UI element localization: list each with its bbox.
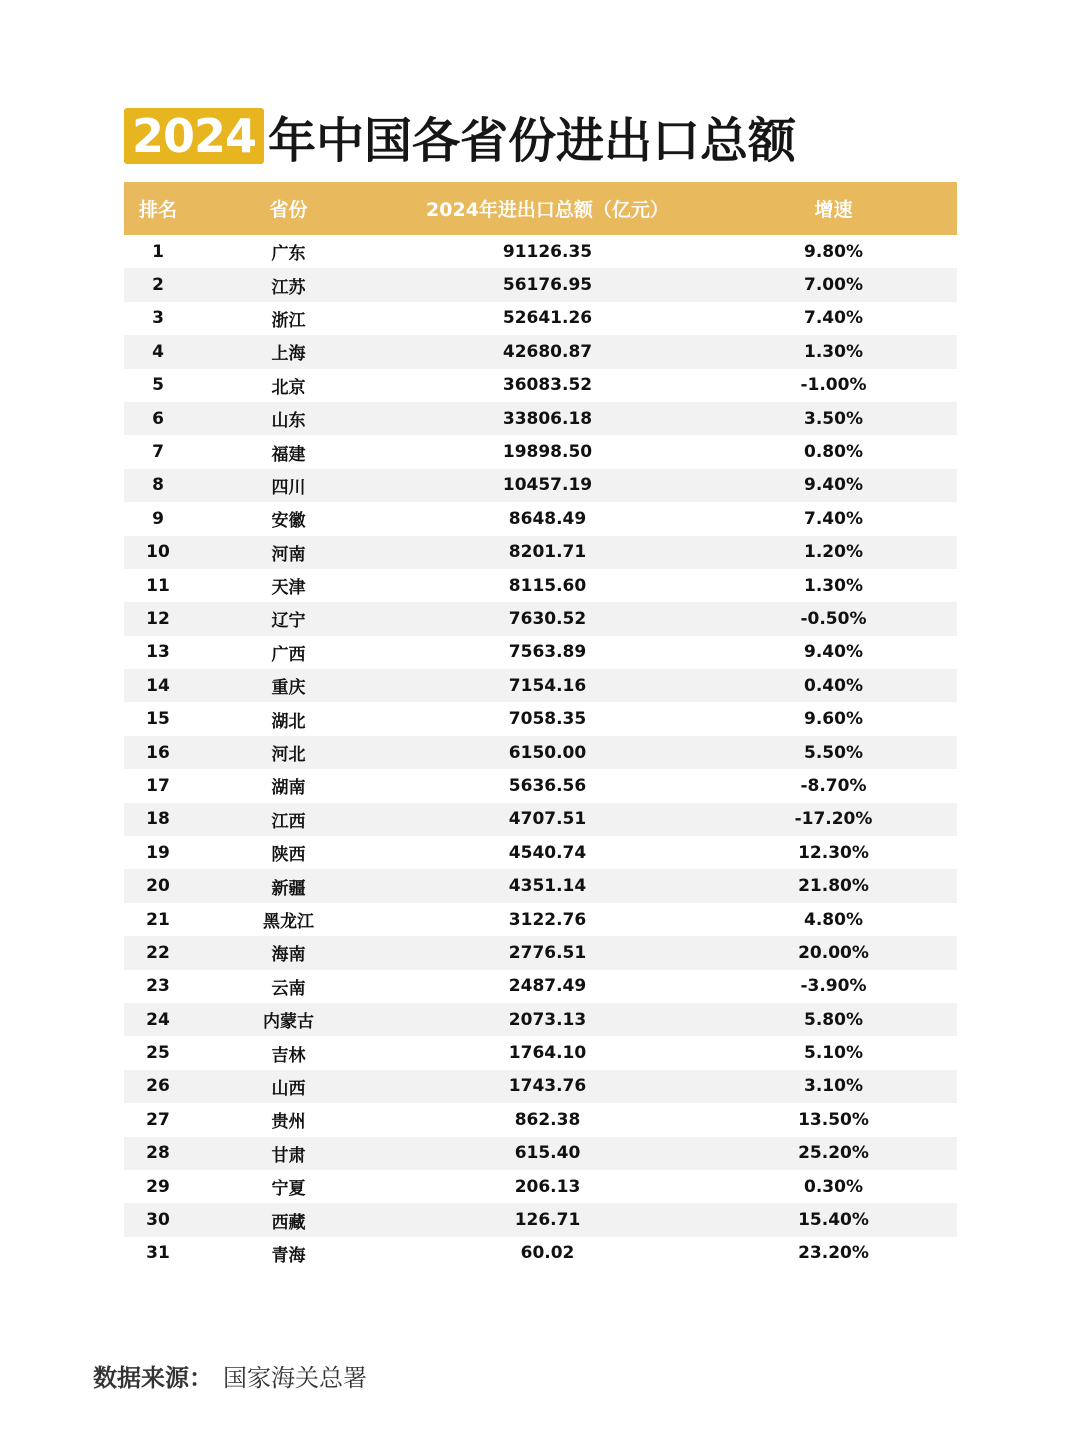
province-cell: 陕西 [271, 845, 306, 866]
table-row [124, 970, 957, 1003]
province-cell: 湖南 [271, 778, 306, 799]
source-value: 国家海关总署 [223, 1364, 367, 1392]
province-cell: 甘肃 [271, 1145, 306, 1166]
rank-cell: 4 [152, 341, 164, 362]
table-row [124, 1170, 957, 1203]
growth-cell: 3.10% [804, 1076, 863, 1097]
rank-cell: 9 [152, 508, 164, 529]
province-cell: 吉林 [271, 1045, 306, 1066]
growth-cell: 1.30% [804, 341, 863, 362]
total-cell: 862.38 [514, 1109, 581, 1130]
table-row [124, 435, 957, 468]
growth-cell: 20.00% [798, 942, 869, 963]
growth-cell: -3.90% [800, 976, 867, 997]
province-cell: 上海 [271, 344, 306, 365]
growth-cell: 5.10% [804, 1043, 863, 1064]
rank-cell: 5 [152, 375, 164, 396]
total-cell: 2776.51 [508, 942, 587, 963]
growth-cell: 9.80% [804, 241, 863, 262]
growth-cell: 1.30% [804, 575, 863, 596]
table-row [124, 1070, 957, 1103]
data-source [93, 1358, 367, 1393]
growth-cell: 9.40% [804, 475, 863, 496]
rank-cell: 11 [146, 575, 170, 596]
growth-cell: 15.40% [798, 1210, 869, 1231]
province-cell: 山东 [271, 411, 306, 432]
rank-cell: 12 [146, 608, 170, 629]
province-cell: 宁夏 [271, 1179, 306, 1200]
total-cell: 7563.89 [508, 642, 587, 663]
table-row [124, 502, 957, 535]
rank-cell: 2 [152, 275, 164, 296]
growth-cell: 4.80% [804, 909, 863, 930]
table-row [124, 736, 957, 769]
growth-cell: -1.00% [800, 375, 867, 396]
year-badge: 2024 [124, 108, 264, 164]
table-row [124, 235, 957, 268]
total-cell: 3122.76 [508, 909, 587, 930]
trade-table [124, 182, 957, 1270]
rank-cell: 1 [152, 241, 164, 262]
total-cell: 19898.50 [502, 442, 593, 463]
growth-cell: -0.50% [800, 608, 867, 629]
growth-cell: 9.60% [804, 709, 863, 730]
rank-cell: 25 [146, 1043, 170, 1064]
total-cell: 2073.13 [508, 1009, 587, 1030]
province-cell: 天津 [271, 578, 306, 599]
growth-cell: 0.40% [804, 675, 863, 696]
total-cell: 206.13 [514, 1176, 581, 1197]
rank-cell: 7 [152, 442, 164, 463]
province-cell: 江西 [271, 811, 306, 832]
table-row [124, 369, 957, 402]
table-row [124, 1203, 957, 1236]
rank-cell: 31 [146, 1243, 170, 1264]
header-province: 省份 [269, 199, 308, 221]
growth-cell: 5.50% [804, 742, 863, 763]
growth-cell: 7.40% [804, 308, 863, 329]
total-cell: 4540.74 [508, 842, 587, 863]
growth-cell: 25.20% [798, 1143, 869, 1164]
table-row [124, 268, 957, 301]
table-row [124, 936, 957, 969]
total-cell: 8115.60 [508, 575, 587, 596]
total-cell: 5636.56 [508, 775, 587, 796]
province-cell: 海南 [271, 945, 306, 966]
header-rank: 排名 [138, 199, 177, 221]
province-cell: 河南 [271, 544, 306, 565]
total-cell: 4707.51 [508, 809, 587, 830]
total-cell: 126.71 [514, 1210, 581, 1231]
rank-cell: 21 [146, 909, 170, 930]
rank-cell: 22 [146, 942, 170, 963]
table-row [124, 1003, 957, 1036]
table-row [124, 702, 957, 735]
total-cell: 8201.71 [508, 542, 587, 563]
rank-cell: 19 [146, 842, 170, 863]
table-row [124, 402, 957, 435]
header-total: 2024年进出口总额（亿元） [426, 199, 669, 221]
province-cell: 浙江 [271, 310, 306, 331]
growth-cell: 3.50% [804, 408, 863, 429]
growth-cell: 21.80% [798, 876, 869, 897]
province-cell: 福建 [271, 444, 306, 465]
province-cell: 四川 [271, 477, 306, 498]
total-cell: 7154.16 [508, 675, 587, 696]
table-body [124, 235, 957, 1270]
total-cell: 2487.49 [508, 976, 587, 997]
growth-cell: 7.00% [804, 275, 863, 296]
total-cell: 6150.00 [508, 742, 587, 763]
province-cell: 黑龙江 [263, 912, 314, 932]
province-cell: 贵州 [271, 1112, 306, 1133]
rank-cell: 27 [146, 1109, 170, 1130]
province-cell: 安徽 [271, 511, 306, 532]
growth-cell: 23.20% [798, 1243, 869, 1264]
total-cell: 4351.14 [508, 876, 587, 897]
total-cell: 33806.18 [502, 408, 593, 429]
province-cell: 西藏 [271, 1212, 306, 1233]
province-cell: 青海 [271, 1245, 306, 1266]
table-row [124, 302, 957, 335]
province-cell: 内蒙古 [263, 1012, 314, 1033]
province-cell: 重庆 [271, 678, 306, 699]
table-row [124, 1103, 957, 1136]
rank-cell: 3 [152, 308, 164, 329]
table-header [124, 182, 957, 235]
table-row [124, 903, 957, 936]
province-cell: 新疆 [271, 878, 306, 899]
growth-cell: 7.40% [804, 508, 863, 529]
page-title [124, 104, 796, 168]
total-cell: 91126.35 [502, 241, 593, 262]
rank-cell: 18 [146, 809, 170, 830]
source-label: 数据来源： [93, 1364, 213, 1392]
rank-cell: 8 [152, 475, 164, 496]
table-row [124, 769, 957, 802]
province-cell: 北京 [271, 377, 306, 398]
total-cell: 1764.10 [508, 1043, 587, 1064]
province-cell: 辽宁 [271, 611, 306, 632]
growth-cell: 9.40% [804, 642, 863, 663]
total-cell: 7630.52 [508, 608, 587, 629]
province-cell: 河北 [271, 745, 306, 766]
province-cell: 山西 [271, 1078, 306, 1099]
table-row [124, 569, 957, 602]
total-cell: 36083.52 [502, 375, 593, 396]
total-cell: 60.02 [520, 1243, 575, 1264]
table-row [124, 602, 957, 635]
rank-cell: 26 [146, 1076, 170, 1097]
province-cell: 广东 [271, 244, 306, 265]
table-row [124, 803, 957, 836]
total-cell: 52641.26 [502, 308, 593, 329]
growth-cell: 0.30% [804, 1176, 863, 1197]
rank-cell: 15 [146, 709, 170, 730]
province-cell: 湖北 [271, 711, 306, 732]
table-row [124, 1036, 957, 1069]
rank-cell: 29 [146, 1176, 170, 1197]
growth-cell: 0.80% [804, 442, 863, 463]
rank-cell: 6 [152, 408, 164, 429]
title-text: 年中国各省份进出口总额 [268, 112, 797, 169]
growth-cell: -8.70% [800, 775, 867, 796]
province-cell: 云南 [271, 978, 306, 999]
table-row [124, 469, 957, 502]
total-cell: 615.40 [514, 1143, 581, 1164]
table-row [124, 335, 957, 368]
rank-cell: 28 [146, 1143, 170, 1164]
rank-cell: 14 [146, 675, 170, 696]
total-cell: 1743.76 [508, 1076, 587, 1097]
table-row [124, 536, 957, 569]
total-cell: 42680.87 [502, 341, 593, 362]
rank-cell: 24 [146, 1009, 170, 1030]
total-cell: 7058.35 [508, 709, 587, 730]
total-cell: 10457.19 [502, 475, 593, 496]
table-row [124, 1137, 957, 1170]
rank-cell: 30 [146, 1210, 170, 1231]
rank-cell: 13 [146, 642, 170, 663]
table-row [124, 836, 957, 869]
growth-cell: -17.20% [794, 809, 873, 830]
rank-cell: 17 [146, 775, 170, 796]
province-cell: 广西 [271, 644, 306, 665]
total-cell: 8648.49 [508, 508, 587, 529]
rank-cell: 16 [146, 742, 170, 763]
header-row [124, 182, 957, 235]
header-growth: 增速 [814, 199, 853, 221]
rank-cell: 10 [146, 542, 170, 563]
rank-cell: 23 [146, 976, 170, 997]
province-cell: 江苏 [271, 277, 306, 298]
table-row [124, 1237, 957, 1270]
growth-cell: 13.50% [798, 1109, 869, 1130]
table-row [124, 869, 957, 902]
rank-cell: 20 [146, 876, 170, 897]
growth-cell: 1.20% [804, 542, 863, 563]
growth-cell: 12.30% [798, 842, 869, 863]
growth-cell: 5.80% [804, 1009, 863, 1030]
total-cell: 56176.95 [502, 275, 593, 296]
table-row [124, 636, 957, 669]
table-row [124, 669, 957, 702]
